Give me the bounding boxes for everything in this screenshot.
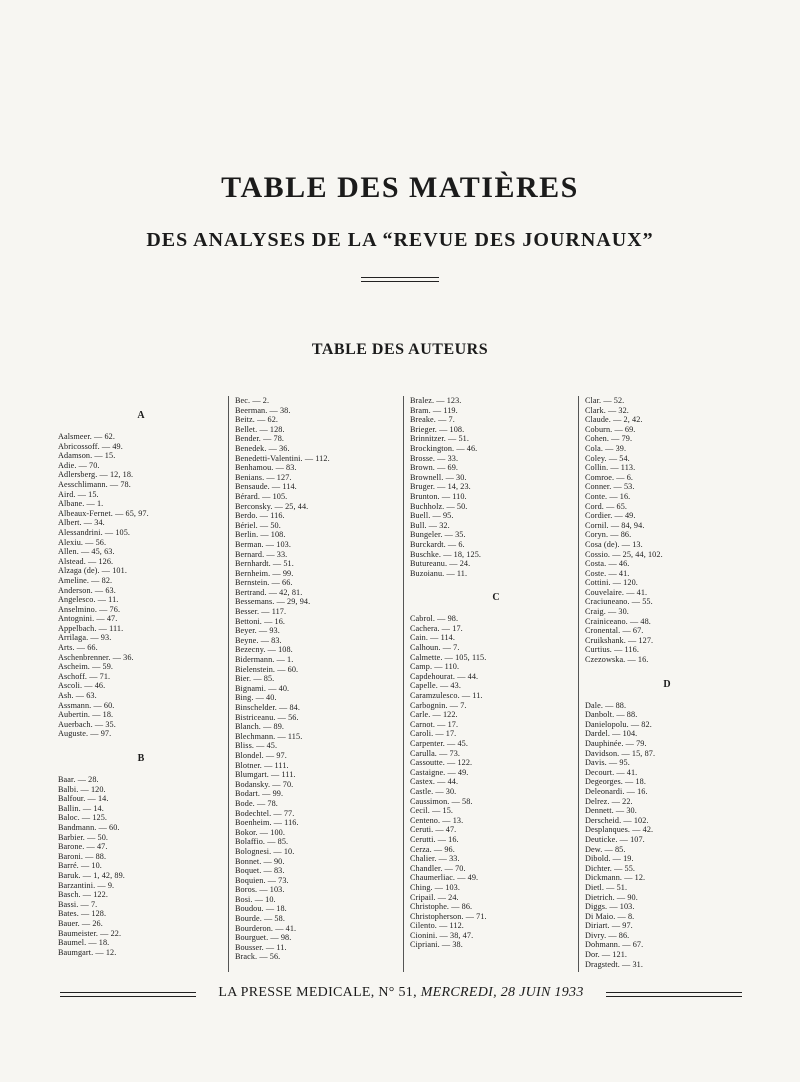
author-entry: Cachera. — 17. — [410, 623, 463, 633]
author-entry: Christopherson. — 71. — [410, 911, 487, 921]
author-entry: Czezowska. — 16. — [585, 655, 649, 665]
author-entry: Centeno. — 13. — [410, 815, 464, 825]
author-entry: Dauphinée. — 79. — [585, 739, 647, 748]
author-entry: Ash. — 63. — [58, 691, 97, 701]
author-entry: Delrez. — 22. — [585, 796, 633, 806]
author-column-1 — [58, 396, 224, 972]
author-entry: Antognini. — 47. — [58, 614, 118, 624]
author-entry: Boros. — 103. — [235, 885, 285, 895]
author-entry: Burckardt. — 6. — [410, 539, 465, 549]
author-entry: Blotner. — 111. — [235, 760, 289, 770]
author-entry: Cassoutte. — 122. — [410, 758, 473, 768]
author-entry: Carnot. — 17. — [410, 719, 459, 729]
author-entry: Danielopolu. — 82. — [585, 719, 652, 729]
author-entry: Bezecny. — 108. — [235, 645, 293, 655]
title-divider — [361, 277, 439, 282]
author-entry: Buell. — 95. — [410, 511, 454, 521]
author-entry: Cord. — 65. — [585, 501, 628, 511]
author-entry: Boenheim. — 116. — [235, 818, 299, 828]
author-entry: Auguste. — 97. — [58, 729, 112, 739]
author-entry: Alessandrini. — 105. — [58, 527, 131, 537]
author-entry: Cabrol. — 98. — [410, 614, 459, 624]
author-entry: Deleonardi. — 16. — [585, 786, 648, 796]
author-entry: Albane. — 1. — [58, 499, 104, 509]
author-entry: Cerza. — 96. — [410, 844, 455, 854]
author-entry: Brown. — 69. — [410, 463, 459, 473]
author-entry: Cripail. — 24. — [410, 892, 459, 902]
author-entry: Baar. — 28. — [58, 775, 99, 784]
author-entry: Bidermann. — 1. — [235, 655, 294, 665]
author-entry: Collin. — 113. — [585, 463, 636, 473]
author-entry: Baumeister. — 22. — [58, 928, 122, 938]
author-entry: Appelbach. — 111. — [58, 623, 124, 633]
author-entry: Anselmino. — 76. — [58, 604, 121, 614]
author-entry: Brownell. — 30. — [410, 472, 467, 482]
author-entry: Ascoli. — 46. — [58, 681, 106, 691]
author-entry: Cerutti. — 16. — [410, 834, 459, 844]
author-entry: Beitz. — 62. — [235, 415, 279, 425]
author-column-2 — [228, 396, 407, 972]
author-entry: Cola. — 39. — [585, 443, 627, 453]
author-entry: Dale. — 88. — [585, 700, 627, 710]
author-entry: Conte. — 16. — [585, 491, 631, 501]
author-entry: Bielenstein. — 60. — [235, 664, 299, 674]
author-entry: Albeaux-Fernet. — 65, 97. — [58, 508, 149, 518]
author-entry: Alexiu. — 56. — [58, 537, 107, 547]
author-entry: Berdo. — 116. — [235, 511, 285, 521]
author-entry: Benhamou. — 83. — [235, 463, 297, 473]
author-entry: Breake. — 7. — [410, 415, 455, 425]
author-entry: Beyer. — 93. — [235, 626, 280, 636]
author-entry: Alzaga (de). — 101. — [58, 566, 127, 576]
author-entry: Crainiceano. — 48. — [585, 616, 651, 626]
author-entry: Coburn. — 69. — [585, 424, 636, 434]
author-entry: Chaumerliac. — 49. — [410, 873, 479, 883]
author-entry: Blechmann. — 115. — [235, 731, 303, 741]
author-entry: Chalier. — 33. — [410, 854, 460, 864]
author-entry: Bull. — 32. — [410, 520, 450, 530]
author-entry: Bériel. — 50. — [235, 520, 281, 530]
author-entry: Cruikshank. — 127. — [585, 635, 654, 645]
author-entry: Bousser. — 11. — [235, 942, 287, 952]
author-entry: Castle. — 30. — [410, 786, 457, 796]
author-entry: Capelle. — 43. — [410, 681, 461, 691]
author-entry: Diggs. — 103. — [585, 902, 635, 912]
author-entry: Davidson. — 15, 87. — [585, 748, 656, 758]
author-entry: Beyne. — 83. — [235, 635, 282, 645]
author-entry: Baruk. — 1, 42, 89. — [58, 870, 125, 880]
author-entry: Conner. — 53. — [585, 482, 635, 492]
footer-rule-right — [606, 992, 742, 997]
author-entry: Cilento. — 112. — [410, 921, 464, 931]
page-subtitle: DES ANALYSES DE LA “REVUE DES JOURNAUX” — [146, 229, 654, 251]
author-entry: Bier. — 85. — [235, 674, 275, 684]
author-entry: Calmette. — 105, 115. — [410, 652, 487, 662]
author-entry: Cordier. — 49. — [585, 511, 636, 521]
author-entry: Binschelder. — 84. — [235, 703, 301, 712]
author-entry: Barzantini. — 9. — [58, 880, 115, 890]
author-entry: Boudou. — 18. — [235, 904, 287, 914]
author-entry: Coste. — 41. — [585, 568, 630, 578]
author-entry: Berconsky. — 25, 44. — [235, 501, 309, 511]
author-entry: Bandmann. — 60. — [58, 822, 120, 832]
author-entry: Clark. — 32. — [585, 405, 629, 415]
author-entry: Bolaffio. — 85. — [235, 837, 289, 847]
author-entry: Clar. — 52. — [585, 396, 625, 405]
author-entry: Carulla. — 73. — [410, 748, 461, 758]
author-entry: Ameline. — 82. — [58, 575, 113, 585]
index-letter-heading: D — [663, 678, 671, 690]
author-entry: Anderson. — 63. — [58, 585, 116, 595]
author-entry: Angelesco. — 11. — [58, 595, 119, 605]
author-entry: Allen. — 45, 63. — [58, 547, 115, 557]
author-entry: Bérard. — 105. — [235, 491, 288, 501]
author-entry: Bernard. — 33. — [235, 549, 288, 559]
author-column-3 — [403, 396, 582, 972]
author-entry: Baroni. — 88. — [58, 851, 107, 861]
author-entry: Caussimon. — 58. — [410, 796, 473, 806]
author-entry: Derscheid. — 102. — [585, 815, 649, 825]
page-title: TABLE DES MATIÈRES — [221, 171, 579, 204]
author-entry: Buzoianu. — 11. — [410, 568, 468, 578]
author-entry: Aschoff. — 71. — [58, 671, 111, 681]
author-entry: Capdehourat. — 44. — [410, 671, 479, 681]
author-entry: Bralez. — 123. — [410, 396, 462, 405]
author-entry: Benedek. — 36. — [235, 443, 290, 453]
author-entry: Cain. — 114. — [410, 633, 456, 643]
author-entry: Bellet. — 128. — [235, 424, 285, 434]
author-entry: Dew. — 85. — [585, 844, 626, 854]
author-entry: Caroli. — 17. — [410, 729, 457, 739]
author-entry: Coryn. — 86. — [585, 530, 632, 540]
author-entry: Bistriceanu. — 56. — [235, 712, 299, 722]
author-entry: Benians. — 127. — [235, 472, 292, 482]
author-entry: Auerbach. — 35. — [58, 719, 116, 729]
author-entry: Brinnitzer. — 51. — [410, 434, 470, 444]
author-entry: Bender. — 78. — [235, 434, 285, 444]
author-entry: Brieger. — 108. — [410, 424, 465, 434]
author-entry: Arrilaga. — 93. — [58, 633, 112, 643]
author-entry: Dragstedt. — 31. — [585, 959, 643, 969]
author-entry: Ballin. — 14. — [58, 803, 104, 813]
author-entry: Carpenter. — 45. — [410, 739, 468, 748]
author-entry: Desplanques. — 42. — [585, 825, 654, 835]
author-entry: Camp. — 110. — [410, 662, 460, 672]
author-entry: Boquet. — 83. — [235, 866, 285, 876]
author-entry: Ching. — 103. — [410, 882, 460, 892]
author-entry: Baumel. — 18. — [58, 938, 110, 948]
author-entry: Dardel. — 104. — [585, 729, 638, 739]
author-entry: Blumgart. — 111. — [235, 770, 296, 780]
author-entry: Ascheim. — 59. — [58, 662, 114, 672]
author-entry: Abricossoff. — 49. — [58, 441, 123, 451]
author-entry: Cosa (de). — 13. — [585, 539, 643, 549]
footer-text — [200, 985, 602, 1001]
author-entry: Comroe. — 6. — [585, 472, 634, 482]
author-entry: Cohen. — 79. — [585, 434, 633, 444]
author-entry: Aschenbrenner. — 36. — [58, 652, 134, 662]
author-entry: Bernstein. — 66. — [235, 578, 293, 588]
author-entry: Berman. — 103. — [235, 539, 291, 549]
author-entry: Coley. — 54. — [585, 453, 630, 463]
author-entry: Boquien. — 73. — [235, 875, 289, 885]
author-entry: Brack. — 56. — [235, 952, 281, 962]
author-column-4 — [578, 396, 749, 972]
author-entry: Bodechtel. — 77. — [235, 808, 295, 818]
author-entry: Craig. — 30. — [585, 607, 629, 617]
author-entry: Bruger. — 14, 23. — [410, 482, 471, 492]
author-entry: Baumgart. — 12. — [58, 947, 117, 957]
author-entry: Curtius. — 116. — [585, 645, 639, 655]
author-entry: Bodart. — 99. — [235, 789, 284, 799]
author-entry: Barbier. — 50. — [58, 832, 109, 842]
author-entry: Bernheim. — 99. — [235, 568, 294, 578]
author-entry: Bec. — 2. — [235, 396, 270, 405]
author-entry: Cossio. — 25, 44, 102. — [585, 549, 663, 559]
author-entry: Baloc. — 125. — [58, 813, 108, 823]
author-entry: Christophe. — 86. — [410, 902, 473, 912]
author-entry: Dietrich. — 90. — [585, 892, 638, 902]
author-entry: Aalsmeer. — 62. — [58, 432, 115, 441]
author-entry: Aesschlimann. — 78. — [58, 479, 131, 489]
author-entry: Butureanu. — 24. — [410, 559, 471, 569]
author-entry: Castex. — 44. — [410, 777, 459, 787]
author-entry: Cecil. — 15. — [410, 806, 454, 816]
author-entry: Cottini. — 120. — [585, 578, 638, 588]
author-entry: Bernhardt. — 51. — [235, 559, 294, 569]
footer-rule-left — [60, 992, 196, 997]
author-entry: Bode. — 78. — [235, 798, 278, 808]
author-entry: Brockington. — 46. — [410, 443, 478, 453]
author-entry: Bolognesi. — 10. — [235, 846, 295, 856]
author-entry: Balfour. — 14. — [58, 794, 109, 804]
author-entry: Bettoni. — 16. — [235, 616, 286, 626]
author-entry: Bourguet. — 98. — [235, 933, 292, 943]
author-entry: Caramzulesco. — 11. — [410, 691, 483, 701]
author-entry: Davis. — 95. — [585, 758, 630, 768]
author-entry: Brosse. — 33. — [410, 453, 459, 463]
author-entry: Bignami. — 40. — [235, 683, 290, 693]
author-entry: Blondel. — 97. — [235, 750, 287, 760]
author-entry: Bokor. — 100. — [235, 827, 285, 837]
section-heading: TABLE DES AUTEURS — [311, 341, 489, 358]
author-entry: Bosi. — 10. — [235, 894, 276, 904]
author-entry: Brunton. — 110. — [410, 491, 467, 501]
author-entry: Bates. — 128. — [58, 909, 107, 919]
author-entry: Bing. — 40. — [235, 693, 277, 703]
author-entry: Decourt. — 41. — [585, 767, 638, 777]
author-entry: Chandler. — 70. — [410, 863, 466, 873]
author-entry: Bessemans. — 29, 94. — [235, 597, 311, 607]
author-entry: Bram. — 119. — [410, 405, 458, 415]
author-entry: Arts. — 66. — [58, 643, 98, 653]
author-entry: Blanch. — 89. — [235, 722, 285, 732]
author-entry: Bertrand. — 42, 81. — [235, 587, 303, 597]
author-entry: Dietl. — 51. — [585, 882, 628, 892]
author-entry: Basch. — 122. — [58, 890, 108, 900]
author-entry: Danbolt. — 88. — [585, 710, 638, 720]
author-entry: Adie. — 70. — [58, 460, 100, 470]
author-entry: Albert. — 34. — [58, 518, 105, 528]
author-entry: Ceruti. — 47. — [410, 825, 457, 835]
author-entry: Carbognin. — 7. — [410, 700, 467, 710]
index-letter-heading: B — [137, 753, 145, 764]
author-entry: Balbi. — 120. — [58, 784, 106, 794]
author-entry: Divry. — 86. — [585, 930, 630, 940]
author-entry: Adlersberg. — 12, 18. — [58, 470, 134, 480]
author-entry: Assmann. — 60. — [58, 700, 115, 710]
author-entry: Cornil. — 84, 94. — [585, 520, 645, 530]
author-entry: Cipriani. — 38. — [410, 940, 463, 950]
author-entry: Aubertin. — 18. — [58, 710, 114, 720]
author-entry: Dickmann. — 12. — [585, 873, 646, 883]
author-entry: Claude. — 2, 42. — [585, 415, 643, 425]
author-entry: Alstead. — 126. — [58, 556, 114, 566]
author-entry: Diriart. — 97. — [585, 921, 633, 931]
author-entry: Cionini. — 38, 47. — [410, 930, 474, 940]
author-entry: Barré. — 10. — [58, 861, 102, 871]
footer-journal: LA PRESSE MEDICALE, N° 51, — [218, 985, 417, 1000]
author-entry: Benedetti-Valentini. — 112. — [235, 453, 330, 463]
author-entry: Aird. — 15. — [58, 489, 99, 499]
author-entry: Barone. — 47. — [58, 842, 108, 852]
author-entry: Dennett. — 30. — [585, 806, 637, 816]
author-entry: Bliss. — 45. — [235, 741, 278, 751]
author-entry: Calhoun. — 7. — [410, 643, 460, 653]
author-entry: Bensaude. — 114. — [235, 482, 297, 492]
author-entry: Dichter. — 55. — [585, 863, 636, 873]
author-entry: Craciuneano. — 55. — [585, 597, 653, 607]
author-entry: Bungeler. — 35. — [410, 530, 466, 540]
index-letter-heading: A — [137, 410, 145, 421]
author-entry: Besser. — 117. — [235, 607, 287, 617]
index-letter-heading: C — [492, 592, 500, 604]
author-entry: Bodansky. — 70. — [235, 779, 294, 789]
author-entry: Dohmann. — 67. — [585, 940, 644, 950]
author-entry: Beerman. — 38. — [235, 405, 291, 415]
author-entry: Bassi. — 7. — [58, 899, 98, 909]
author-entry: Castaigne. — 49. — [410, 767, 469, 777]
author-entry: Couvelaire. — 41. — [585, 587, 648, 597]
author-entry: Bauer. — 26. — [58, 918, 103, 928]
author-entry: Bourde. — 58. — [235, 914, 285, 924]
author-entry: Dor. — 121. — [585, 950, 628, 960]
author-entry: Adamson. — 15. — [58, 451, 116, 461]
author-entry: Buschke. — 18, 125. — [410, 549, 482, 559]
author-entry: Berlin. — 108. — [235, 530, 286, 540]
author-entry: Bonnet. — 90. — [235, 856, 285, 866]
footer-date: MERCREDI, 28 JUIN 1933 — [420, 985, 584, 1000]
author-entry: Bourderon. — 41. — [235, 923, 297, 933]
author-entry: Degeorges. — 18. — [585, 777, 647, 787]
page-footer — [0, 985, 800, 1005]
author-entry: Di Maio. — 8. — [585, 911, 635, 921]
author-entry: Cronental. — 67. — [585, 626, 644, 636]
author-entry: Dibold. — 19. — [585, 854, 634, 864]
author-entry: Costa. — 46. — [585, 559, 630, 569]
author-entry: Buchholz. — 50. — [410, 501, 468, 511]
author-entry: Carle. — 122. — [410, 710, 458, 720]
author-entry: Deuticke. — 107. — [585, 834, 645, 844]
